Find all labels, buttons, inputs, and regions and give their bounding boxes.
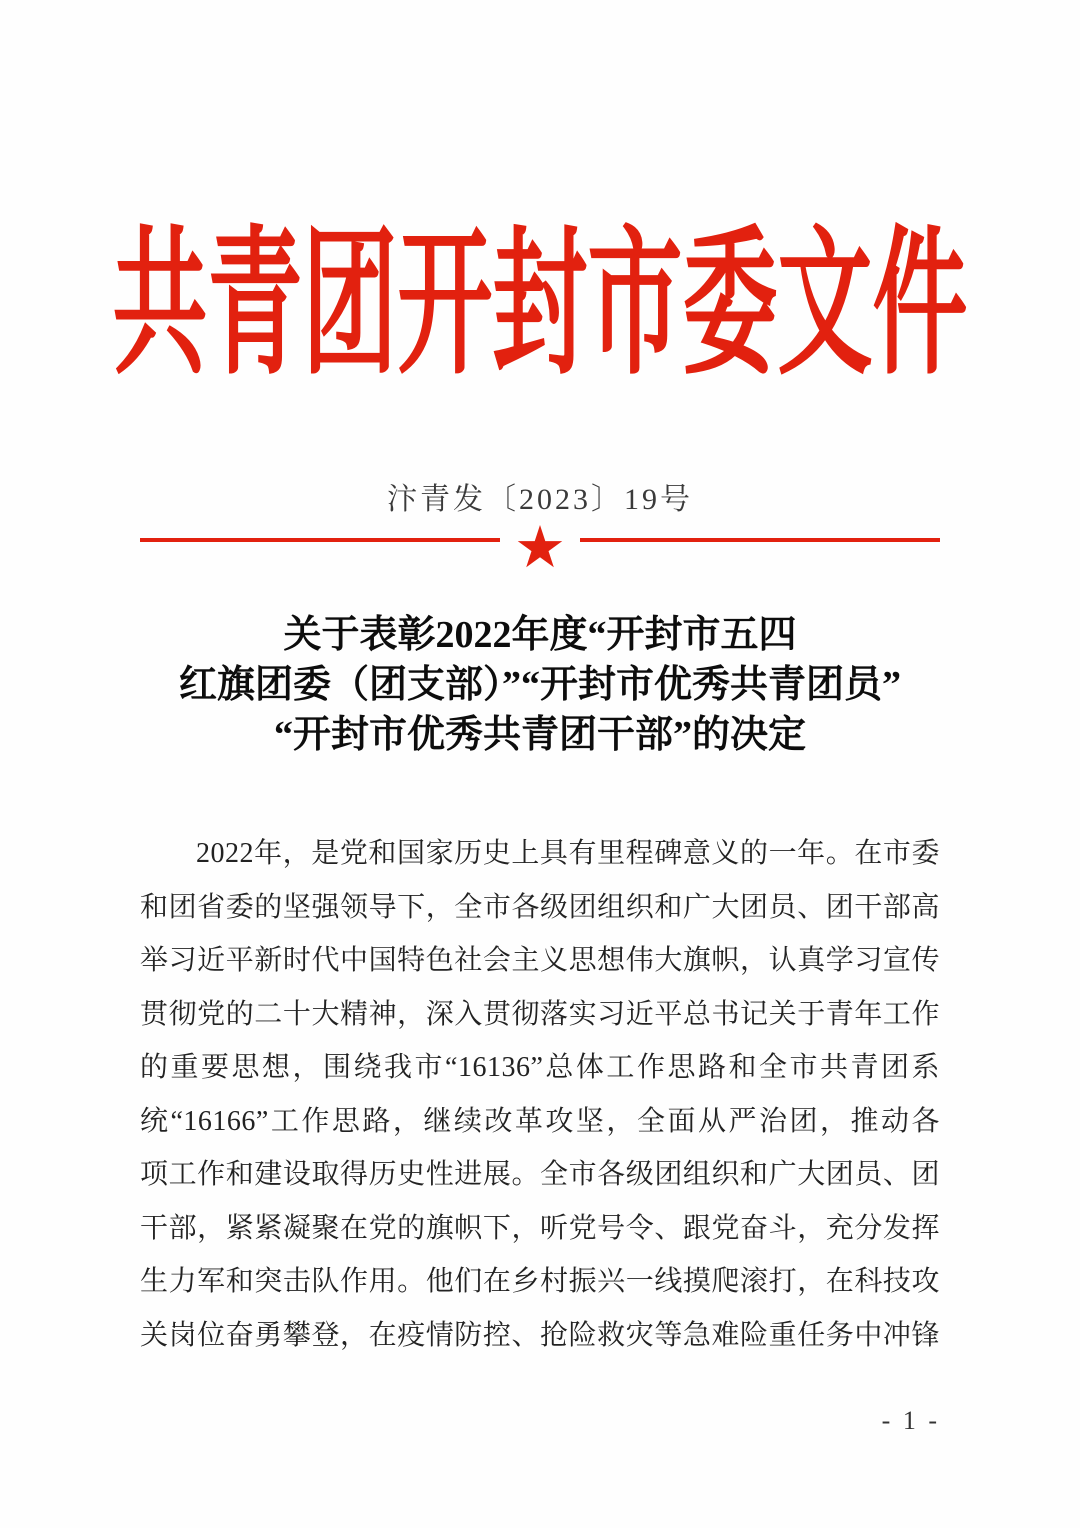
body-line-9: 生力军和突击队作用。他们在乡村振兴一线摸爬滚打，在科技攻 [140, 1266, 940, 1297]
document-number: 汴青发〔2023〕19号 [387, 483, 693, 516]
page-number: - 1 - [881, 1406, 940, 1435]
body-line-2: 和团省委的坚强领导下，全市各级团组织和广大团员、团干部高 [140, 891, 940, 923]
header-separator: ★ [140, 512, 940, 568]
document-title-line-3: “开封市优秀共青团干部”的决定 [273, 714, 806, 756]
separator-line-left [140, 538, 500, 542]
document-title [140, 610, 940, 760]
body-line-1: 2022年，是党和国家历史上具有里程碑意义的一年。在市委 [196, 838, 940, 869]
body-line-8: 干部，紧紧凝聚在党的旗帜下，听党号令、跟党奋斗，充分发挥 [140, 1212, 940, 1244]
body-line-5: 的重要思想，围绕我市“16136”总体工作思路和全市共青团系 [140, 1052, 940, 1083]
document-title-line-1: 关于表彰2022年度“开封市五四 [283, 614, 797, 656]
body-line-7: 项工作和建设取得历史性进展。全市各级团组织和广大团员、团 [140, 1159, 940, 1190]
document-body [140, 827, 940, 1362]
document-title-line-2: 红旗团委（团支部）”“开封市优秀共青团员” [178, 664, 901, 706]
body-line-10: 关岗位奋勇攀登，在疫情防控、抢险救灾等急难险重任务中冲锋 [140, 1319, 940, 1351]
body-line-3: 举习近平新时代中国特色社会主义思想伟大旗帜，认真学习宣传 [140, 945, 940, 976]
body-line-4: 贯彻党的二十大精神，深入贯彻落实习近平总书记关于青年工作 [140, 998, 940, 1030]
document-header-title: 共青团开封市委文件 [112, 215, 968, 394]
separator-line-right [580, 538, 940, 542]
body-line-6: 统“16166”工作思路，继续改革攻坚，全面从严治团，推动各 [140, 1105, 940, 1137]
